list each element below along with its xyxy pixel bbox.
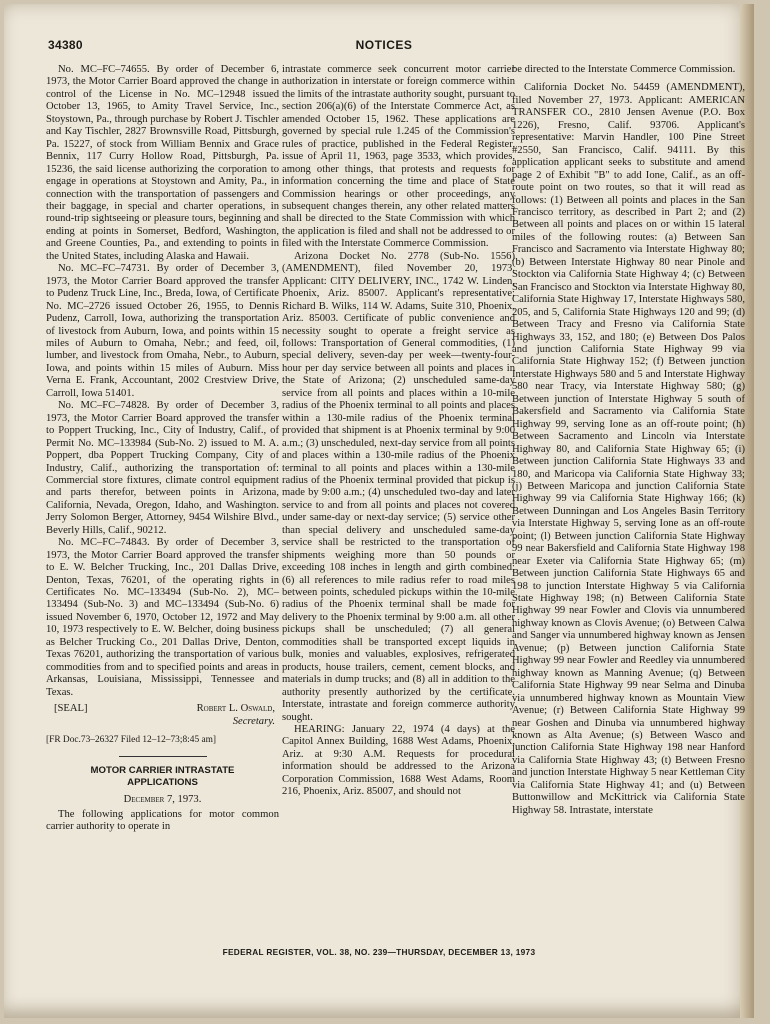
signer-role: Secretary. [232, 715, 275, 727]
notice-paragraph: No. MC–FC–74828. By order of December 3, 1973, the Motor Carrier Board approved the transfer to Poppert Trucking, Inc., City of Industry, Calif., of Permit No. MC–133984 (Sub-No. 2) issued to M. A. Poppert, dba Poppert Trucking Company, City of Industry, Calif., authorizing the transportation of: Commercial store fixtures, climate control equipment and parts therefor, between points in Arizona, California, Nevada, Oregon, Idaho, and Washington. Jerry Solomon Berger, Attorney, 9454 Wilshire Blvd., Beverly Hills, Calif., 90212. [46, 400, 279, 536]
notice-paragraph: be directed to the Interstate Commerce Commission. [512, 64, 736, 75]
column-1 [46, 64, 279, 834]
page-footer: FEDERAL REGISTER, VOL. 38, NO. 239—THURSDAY, DECEMBER 13, 1973 [222, 947, 536, 957]
column-3 [512, 64, 745, 817]
notice-paragraph: Arizona Docket No. 2778 (Sub-No. 1556) (AMENDMENT), filed November 20, 1973. Applicant: CITY DELIVERY, INC., 1742 W. Linden, Phoenix, Ariz. 85007. Applicant's representative: Richard B. Wilks, 114 W. Adams, Suite 310, Phoenix, Ariz. 85003. Certificate of public convenience and necessity sought to operate a freight service as follows: Transportation of General commodities, (1) special delivery, seven-day per week—twenty-four-hour per day service between all points and places in the State of Arizona; (2) unscheduled same-day service from all points and places within a 10-mile radius of the Phoenix terminal to all points and places within a 130-mile radius of the Phoenix terminal provided that shipment is at Phoenix terminal by 9:00 a.m.; (3) unscheduled, next-day service from all points and places within a 130-mile radius of the Phoenix terminal to all points and places within a 130-mile radius of the Phoenix terminal provided that pickup is made by 9:00 a.m.; (4) unscheduled two-day and later service to and from all points and places not covered under same-day or next-day service; (5) service other than special delivery and unscheduled same-day service shall be restricted to the transportation of shipments weighing more than 50 pounds or exceeding 108 inches in length and girth combined; (6) all references to mile radius refer to road miles between points, scheduled pickups within the 10-mile radius of the Phoenix terminal shall be made for delivery to the Phoenix terminal by 9:00 a.m. all other pickups shall be unscheduled; (7) all general commodities shall be transported except liquids in bulk, monies and valuables, explosives, refrigerated products, house trailers, cement, cement blocks, and materials in dump trucks; and (8) all in addition to the authority presently authorized by the certificate. Interstate, intrastate and foreign commerce authority sought. [282, 250, 515, 723]
page-number: 34380 [48, 38, 83, 52]
notice-paragraph: HEARING: January 22, 1974 (4 days) at the Capitol Annex Building, 1688 West Adams, Phoenix, Ariz. at 9:30 A.M. Requests for procedural information should be addressed to the Arizona Corporation Commission, 1688 West Adams, Room 216, Phoenix, Ariz. 85007, and should not [282, 724, 515, 798]
fr-doc-line: [FR Doc.73–26327 Filed 12–12–73;8:45 am] [46, 735, 217, 746]
notice-paragraph: No. MC–FC–74843. By order of December 3, 1973, the Motor Carrier Board approved the transfer to E. W. Belcher Trucking, Inc., 201 Dallas Drive, Denton, Texas, 76201, of the operating rights in Certificates No. MC–133494 (Sub-No. 2), MC–133494 (Sub-No. 3) and MC–133494 (Sub-No. 6) issued November 6, 1970, October 12, 1972 and May 10, 1973 respectively to E. W. Belcher, doing business as Belcher Trucking Co., 201 Dallas Drive, Denton, Texas 76201, authorizing the transportation of various commodities from and to specified points and areas in Arkansas, Louisiana, Mississippi, Tennessee and Texas. [46, 537, 279, 698]
notice-paragraph: The following applications for motor common carrier authority to operate in [46, 808, 279, 833]
notice-paragraph: intrastate commerce seek concurrent motor carrier authorization in interstate or foreign commerce within the limits of the intrastate authority sought, pursuant to section 206(a)(6) of the Interstate Commerce Act, as amended October 15, 1962. These applications are governed by special rule 1.245 of the Commission's rules of practice, published in the Federal Register, issue of April 11, 1963, page 3533, which provides, among other things, that protests and requests for information concerning the time and place of State Commission hearings or other proceedings, any subsequent changes therein, any other related matters shall be directed to the State Commission with which the application is filed and shall not be addressed to or filed with the Interstate Commerce Commission. [282, 64, 515, 250]
signature-block [46, 703, 279, 715]
notice-paragraph: No. MC–FC–74731. By order of December 3, 1973, the Motor Carrier Board approved the transfer to Pudenz Truck Line, Inc., Breda, Iowa, of Certificate No. MC–2726 issued October 26, 1955, to Dennis Pudenz, Carroll, Iowa, authorizing the transportation of livestock from Auburn, Iowa, and points within 15 miles of Auburn to Omaha, Nebr.; and feed, oil, lumber, and livestock from Omaha, Nebr., to Auburn, Iowa, and points within 15 miles of Auburn. Miss Verna E. Frank, Accountant, 2002 Crestview Drive, Carroll, Iowa 51401. [46, 263, 279, 399]
section-title: NOTICES [355, 38, 413, 52]
dateline: December 7, 1973. [123, 794, 202, 806]
page-header [34, 38, 734, 54]
notice-paragraph: No. MC–FC–74655. By order of December 6, 1973, the Motor Carrier Board approved the change in control of the License in No. MC–12948 issued October 13, 1965, to Amity Travel Service, Inc., Stoystown, Pa., through purchase by Robert J. Tischler and Kay Tischler, 2827 Brownsville Road, Pittsburgh, Pa. 15227, of stock from William Bennix and Grace Bennix, 117 Curry Hollow Road, Pittsburgh, Pa. 15236, the said license authorizing the corporation to engage in operations at Stoystown and Amity, Pa., in connection with the transportation of passengers and their baggage, in special and charter operations, in round-trip sightseeing or pleasure tours, beginning and ending at points in Somerset, Bedford, Washington, and Greene Counties, Pa., and extending to points in the United States, including Alaska and Hawaii. [46, 64, 279, 262]
section-divider [119, 756, 207, 757]
document-page [4, 4, 754, 1018]
section-subheading [46, 765, 279, 788]
signer-name: Robert L. Oswald, [196, 703, 275, 715]
subheading-line: APPLICATIONS [127, 776, 198, 788]
seal-label: [SEAL] [54, 703, 88, 715]
subheading-line: MOTOR CARRIER INTRASTATE [90, 765, 235, 777]
column-2 [282, 64, 515, 799]
notice-paragraph: California Docket No. 54459 (AMENDMENT), filed November 27, 1973. Applicant: AMERICAN TRANSFER CO., 2810 Jensen Avenue (P.O. Box 1226), Fresno, Calif. 93706. Applicant's representative: Marvin Handler, 100 Pine Street #2550, San Francisco, Calif. 94111. By this application applicant seeks to substitute and amend page 2 of Exhibit "B" to add Ione, Calif., as an off-route point on two routes, so that it will read as follows: (1) Between all points and places in the San Francisco territory, as described in Part 2; and (2) Between all points and places on or within 15 lateral miles of the following routes: (a) Between San Francisco and Sacramento via Interstate Highway 80; (b) Between Interstate Highway 80 near Pinole and Stockton via California State Highway 4; (c) Between San Francisco and Stockton via Interstate Highway 80, California State Highway 17, Interstate Highways 580, 205, and 5, California State Highways 120 and 99; (d) Between Tracy and Fresno via California State Highways 33, 152, and 180; (e) Between Dos Palos and junction California State Highway 99 via California State Highway 152; (f) Between junction Interstate Highways 580 and 5 and Interstate Highway 580 near Tracy, via Interstate Highway 580; (g) Between junction of Interstate Highway 5 south of Bakersfield and Sacramento via California State Highway 99, serving Ione as an off-route point; (h) Between Sacramento and Lincoln via Interstate Highway 80, and California State Highway 65; (i) Between junction California State Highways 33 and 180, and Maricopa via California State Highway 33; (j) Between Maricopa and junction California State Highway 99 via California State Highway 166; (k) Between Dunningan and Los Angeles Basin Territory via Interstate Highway 5, serving Ione as an off-route point; (l) Between junction California State Highway 99 near Bakersfield and California State Highway 198 near Exeter via California State Highway 65; (m) Between junction California State Highways 65 and 198 to junction Interstate Highway 5 via California State Highway 198; (n) Between California State Highway 99 near Fowler and Clovis via unnumbered highway known as Clovis Avenue; (o) Between Calwa and Sanger via unnumbered highway known as Jensen Avenue; (p) Between junction California State Highway 99 near Fowler and Reedley via unnumbered highway known as Manning Avenue; (q) Between California State Highway 99 near Selma and Dinuba via unnumbered highway known as Mountain View Avenue; (r) Between California State Highway 99 near Goshen and Dinuba via unnumbered highway known as Alta Avenue; (s) Between Wasco and junction California State Highway 198 near Hanford via California State Highway 43; (t) Between Fresno and junction Interstate Highway 5 near Kettleman City via California State Highway 41; and (u) Between Buttonwillow and McKittrick via California State Highway 58. Intrastate, interstate [512, 82, 746, 816]
